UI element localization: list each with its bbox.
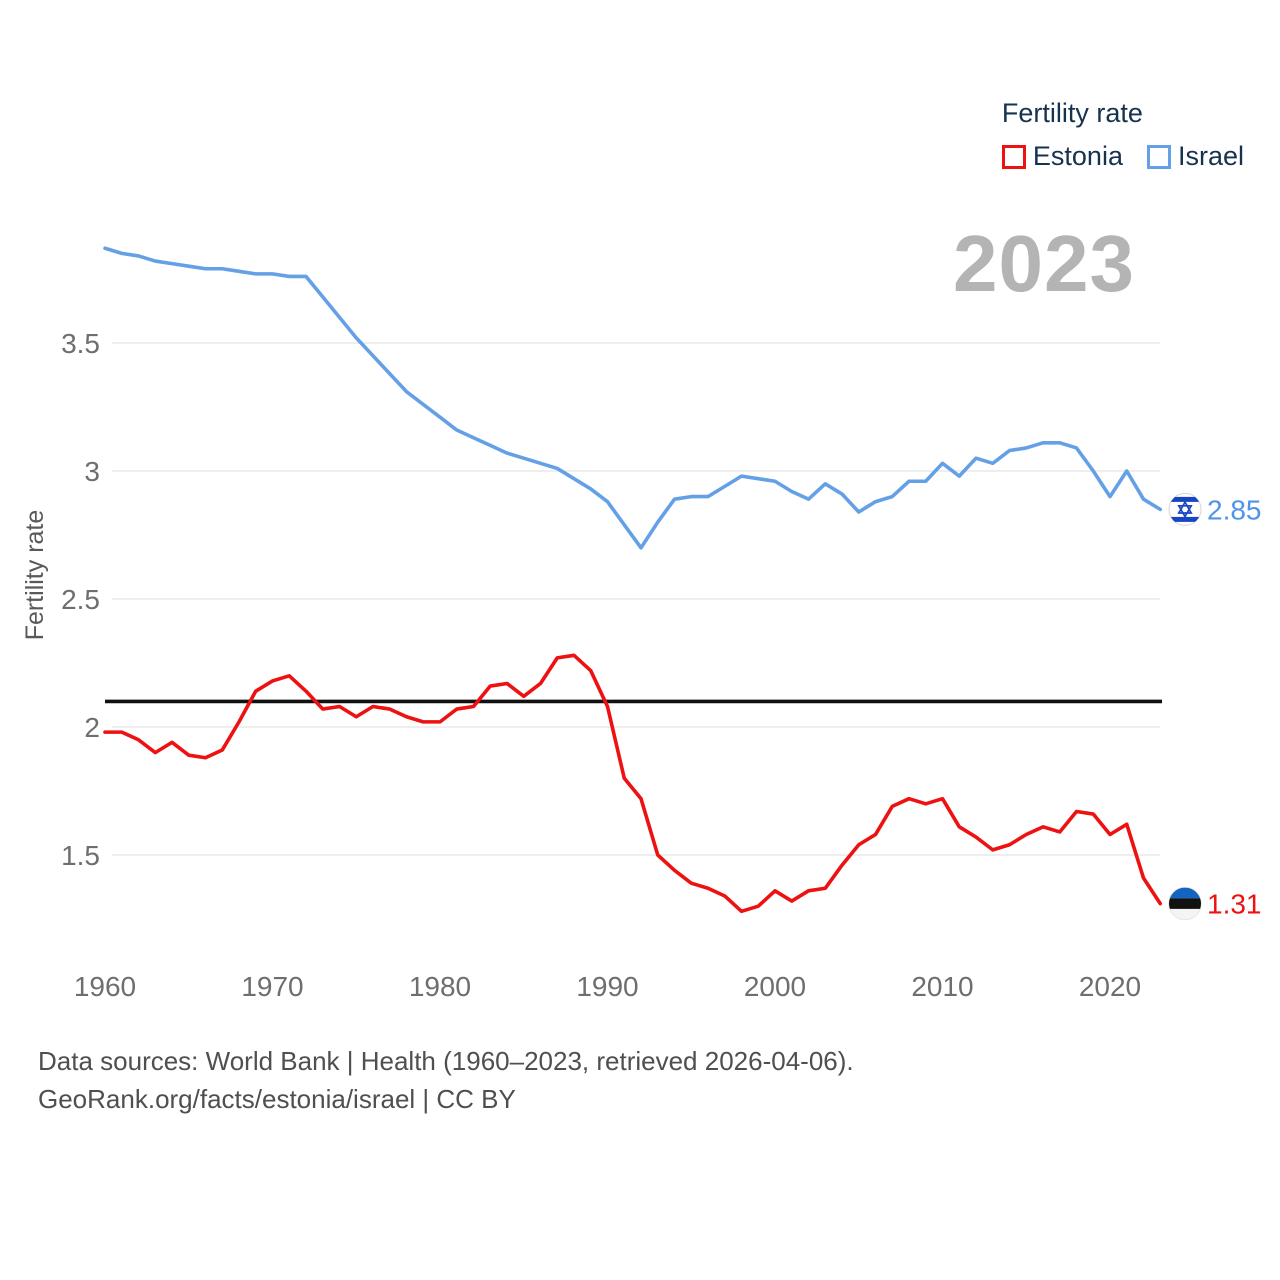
y-tick-label: 2.5 bbox=[61, 584, 100, 615]
israel-flag-icon bbox=[1169, 493, 1201, 525]
year-watermark: 2023 bbox=[953, 219, 1135, 308]
source-line-1: Data sources: World Bank | Health (1960–2023, retrieved 2026-04-06). bbox=[38, 1046, 854, 1076]
source-footer bbox=[38, 1042, 854, 1118]
x-tick-label: 1980 bbox=[408, 971, 472, 1002]
legend-label-estonia: Estonia bbox=[1032, 141, 1123, 171]
y-tick-label: 2 bbox=[84, 712, 100, 743]
estonia-line[interactable] bbox=[105, 655, 1160, 911]
x-tick-label: 1960 bbox=[73, 971, 137, 1002]
y-tick-label: 3.5 bbox=[61, 328, 100, 359]
x-tick-label: 1970 bbox=[241, 971, 304, 1002]
x-tick-label: 1990 bbox=[576, 971, 639, 1002]
legend-title: Fertility rate bbox=[1001, 98, 1143, 128]
x-tick-label: 2000 bbox=[743, 971, 807, 1002]
x-tick-label: 2020 bbox=[1078, 971, 1142, 1002]
x-tick-label: 2010 bbox=[911, 971, 974, 1002]
israel-end-value: 2.85 bbox=[1207, 494, 1262, 526]
legend-label-israel: Israel bbox=[1177, 141, 1244, 171]
israel-line[interactable] bbox=[105, 248, 1160, 548]
estonia-flag-icon bbox=[1169, 888, 1201, 920]
y-axis-title: Fertility rate bbox=[21, 509, 49, 641]
y-tick-label: 3 bbox=[84, 456, 100, 487]
y-tick-label: 1.5 bbox=[61, 840, 100, 871]
estonia-end-value: 1.31 bbox=[1207, 888, 1262, 920]
source-line-2: GeoRank.org/facts/estonia/israel | CC BY bbox=[38, 1084, 516, 1114]
